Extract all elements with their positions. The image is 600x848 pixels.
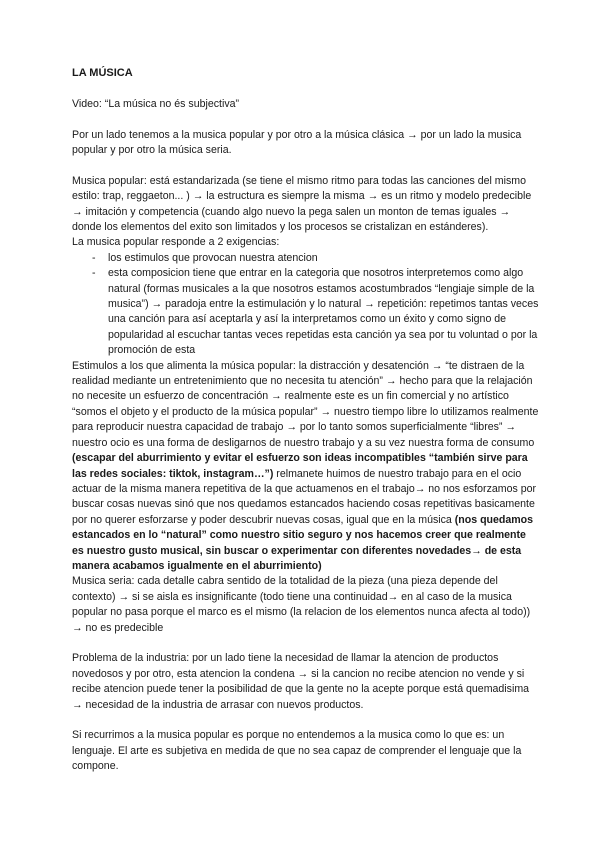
industry-problem-paragraph: Problema de la industria: por un lado tiene la necesidad de llamar la atencion de productos novedosos y por otro, esta atencion la condena → si la cancion no recibe atencion no vende y si recibe atencion puede tener la posibilidad de que la gente no la acepte porque está quemadisima → necesidad de la industria de arrasar con nuevos productos.: [72, 652, 530, 711]
estimulos-bold-conclusion: (nos quedamos estancados en lo “natural” como nuestro sitio seguro y nos hacemos creer que realmente es nuestro gusto musical, sin buscar o experimentar con diferentes novedades→ de esta manera acabamos igualmente en el aburrimiento): [72, 513, 534, 572]
intro-paragraph: Por un lado tenemos a la musica popular y por otro a la música clásica → por un lado la musica popular y por otro la música seria.: [72, 128, 522, 156]
document-title: LA MÚSICA: [72, 67, 133, 79]
estimulos-paragraph: [72, 359, 540, 575]
exigencias-heading: La musica popular responde a 2 exigencias:: [72, 236, 280, 249]
serious-music-paragraph: Musica seria: cada detalle cabra sentido de la totalidad de la pieza (una pieza depende del contexto) → si se aisla es insignificante (todo tiene una continuidad→ en al caso de la musica popular no pasa porque el marco es el mismo (la relacion de los elementos nunca afecta al todo)) → no es predecible: [72, 575, 531, 634]
exigencias-list: [72, 251, 540, 359]
video-reference: Video: “La música no és subjectiva”: [72, 97, 240, 110]
list-item: - esta composicion tiene que entrar en la categoria que nosotros interpretemos como algo natural (formas musicales a la que nosotros estamos acostumbrados “lengiaje simple de la musica”) → paradoja entre la estimulación y lo natural → repetición: repetimos tantas veces una canción para así aceptarla y así la interpretamos como un éxito y como signo de popularidad al escuchar tantas veces repetidas esta canción ya sea por tu voluntad o por la promoción de esta: [72, 266, 540, 358]
popular-music-paragraph: Musica popular: está estandarizada (se tiene el mismo ritmo para todas las canciones del mismo estilo: trap, reggaeton... ) → la estructura es siempre la misma → es un ritmo y modelo predecible → imitación y competencia (cuando algo nuevo la pega salen un monton de temas iguales → donde los elementos del exito son limitados y los procesos se cristalizan en estánderes).: [72, 174, 532, 234]
list-item: - los estimulos que provocan nuestra atencion: [72, 251, 540, 266]
estimulos-bold-note: (escapar del aburrimiento y evitar el esfuerzo son ideas incompatibles “también sirve para las redes sociales: tiktok, instagram…”): [72, 452, 528, 480]
conclusion-paragraph: Si recurrimos a la musica popular es porque no entendemos a la musica como lo que es: un lenguaje. El arte es subjetiva en medida de que no sea capaz de comprender el lenguaje que la compone.: [72, 729, 522, 773]
estimulos-text: Estimulos a los que alimenta la música popular: la distracción y desatención → “te distraen de la realidad mediante un entretenimiento que no necesita tu atención” → hecho para que la relajación no necesite un esfuerzo de concentración → realmente este es un fin comercial y no artístico “somos el objeto y el producto de la música popular” → nuestro tiempo libre lo utilizamos realmente para reproducir nuestra capacidad de trabajo → por lo tanto somos superficialmente “libres” → nuestro ocio es una forma de desligarnos de nuestro trabajo y a su vez nuestra forma de consumo: [72, 359, 539, 449]
estimulos-text-cont: relmanete huimos de nuestro trabajo para en el ocio actuar de la misma manera repetitiva de la que actuamenos en el trabajo→ no nos esforzamos por buscar cosas nuevas sinó que nos quedamos estancados haciendo cosas repetitivas basicamente por no querer esforzarse y poder descubrir nuevas cosas, igual que en la música: [72, 467, 537, 526]
